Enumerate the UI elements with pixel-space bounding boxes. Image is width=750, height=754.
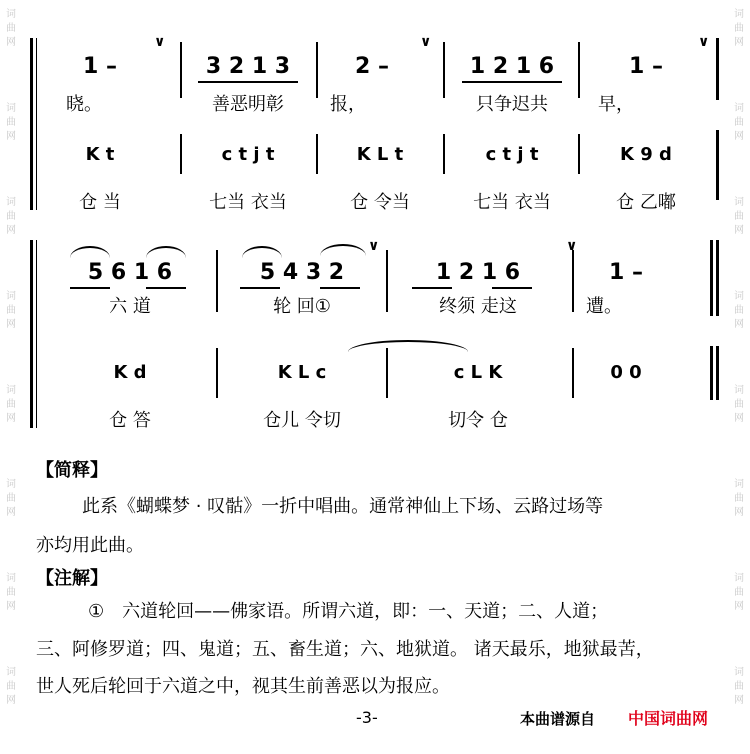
percussion-measure: K L c <box>277 362 327 383</box>
percussion-words: 仓 当 <box>79 192 121 213</box>
lyric-segment: 轮 回① <box>273 296 331 317</box>
paragraph-line: 亦均用此曲。 <box>36 535 144 556</box>
beam-underline <box>412 287 452 289</box>
breath-mark: ∨ <box>566 238 578 254</box>
percussion-measure: K L t <box>356 144 404 165</box>
lyric-segment: 终须 走这 <box>439 296 517 317</box>
measure-notes: 1 2 1 6 <box>469 54 555 79</box>
source-label: 本曲谱源自 <box>520 710 596 728</box>
section-heading: 【注解】 <box>36 568 108 589</box>
breath-mark: ∨ <box>698 34 710 50</box>
percussion-words: 仓 令当 <box>350 192 410 213</box>
paragraph-line: 世人死后轮回于六道之中，视其生前善恶以为报应。 <box>36 676 450 697</box>
slur <box>70 246 110 258</box>
score-system-2 <box>30 236 722 432</box>
percussion-measure: K t <box>85 144 115 165</box>
paragraph-line: 三、阿修罗道；四、鬼道；五、畜生道；六、地狱道。 诸天最乐，地狱最苦， <box>36 639 654 660</box>
paragraph-line: ① 六道轮回——佛家语。所谓六道，即：一、天道；二、人道； <box>88 601 609 622</box>
measure-notes: 5 6 1 6 <box>87 260 173 285</box>
percussion-measure: K 9 d <box>620 144 672 165</box>
percussion-words: 仓 答 <box>109 410 151 431</box>
breath-mark: ∨ <box>420 34 432 50</box>
measure-notes: 1 2 1 6 <box>435 260 521 285</box>
percussion-row <box>30 362 722 392</box>
lyric-segment: 遭。 <box>586 296 622 317</box>
page-number: -3- <box>356 708 378 727</box>
beam-underline <box>492 287 532 289</box>
slur <box>348 340 468 352</box>
beam-underline <box>240 287 280 289</box>
lyric-segment: 善恶明彰 <box>212 94 284 115</box>
lyric-row <box>30 90 722 120</box>
percussion-measure: c t j t <box>221 144 275 165</box>
percussion-words: 切令 仓 <box>448 410 508 431</box>
percussion-measure: 0 0 <box>610 362 642 383</box>
measure-notes: 1 – <box>83 54 117 79</box>
slur <box>320 244 366 256</box>
section-heading: 【简释】 <box>36 460 108 481</box>
measure-notes: 1 – <box>609 260 643 285</box>
percussion-words: 七当 衣当 <box>473 192 551 213</box>
source-site-link[interactable]: 中国词曲网 <box>628 709 709 728</box>
percussion-words-row <box>30 406 722 436</box>
percussion-measure: K d <box>113 362 147 383</box>
percussion-row <box>30 144 722 174</box>
lyric-segment: 六 道 <box>109 296 151 317</box>
beam-underline <box>320 287 360 289</box>
beam-underline <box>198 81 298 83</box>
beam-underline <box>146 287 186 289</box>
lyric-segment: 只争迟共 <box>476 94 548 115</box>
score-system-1 <box>30 34 722 214</box>
slur <box>242 246 282 258</box>
beam-underline <box>70 287 110 289</box>
lyric-segment: 早， <box>598 94 634 115</box>
measure-notes: 1 – <box>629 54 663 79</box>
beam-underline <box>462 81 562 83</box>
measure-notes: 2 – <box>355 54 389 79</box>
measure-notes: 3 2 1 3 <box>205 54 291 79</box>
percussion-measure: c L K <box>453 362 503 383</box>
percussion-measure: c t j t <box>485 144 539 165</box>
paragraph-line: 此系《蝴蝶梦 · 叹骷》一折中唱曲。通常神仙上下场、云路过场等 <box>82 496 604 517</box>
lyric-row <box>30 292 722 322</box>
percussion-words: 仓儿 令切 <box>263 410 341 431</box>
percussion-words: 七当 衣当 <box>209 192 287 213</box>
melody-row <box>30 54 722 84</box>
breath-mark: ∨ <box>154 34 166 50</box>
lyric-segment: 报， <box>330 94 366 115</box>
percussion-words: 仓 乙嘟 <box>616 192 676 213</box>
percussion-words-row <box>30 188 722 218</box>
measure-notes: 5 4 3 2 <box>259 260 345 285</box>
breath-mark: ∨ <box>368 238 380 254</box>
slur <box>146 246 186 258</box>
lyric-segment: 晓。 <box>66 94 102 115</box>
melody-row <box>30 260 722 290</box>
